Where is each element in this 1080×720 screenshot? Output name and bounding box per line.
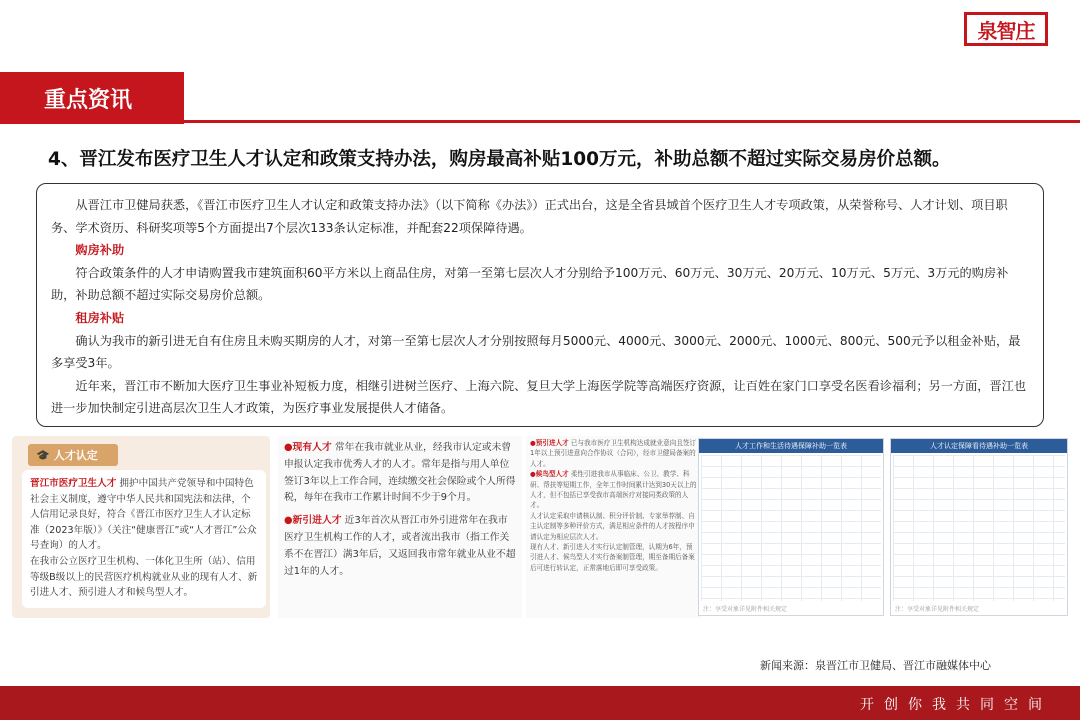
news-source: 新闻来源：泉晋江市卫健局、晋江市融媒体中心 — [760, 659, 991, 672]
subheading-rent-subsidy: 租房补贴 — [75, 310, 125, 325]
headline: 4、晋江发布医疗卫生人才认定和政策支持办法，购房最高补贴100万元，补助总额不超过实际交易房价总额。 — [48, 149, 951, 170]
graduation-cap-icon: 🎓 — [36, 448, 50, 462]
talent-recognition-panel — [12, 436, 270, 618]
pre-introduced-talent-label: ●预引进人才 — [530, 439, 569, 447]
header-rule — [184, 120, 1080, 123]
panel-body: 已与我市医疗卫生机构达成就业意向且签订1年以上预引进意向合作协议（合同），经市卫健局备案的人才。 — [530, 439, 697, 468]
subheading-housing-subsidy: 购房补助 — [75, 243, 125, 258]
table-title: 人才工作和生活待遇保障补助一览表 — [699, 439, 883, 453]
existing-talent-label: ●现有人才 — [284, 442, 332, 453]
brand-logo: 泉智庄 — [964, 12, 1048, 46]
table-caption: 注：享受对象详见附件相关规定 — [895, 606, 980, 613]
panel-body: 在我市公立医疗卫生机构、一体化卫生所（站）、信用等级B级以上的民营医疗机构就业从业的现有人才、新引进人才、预引进人才和候鸟型人才。 — [30, 555, 258, 599]
table-title: 人才认定保障看待遇补助一览表 — [891, 439, 1067, 453]
table-caption: 注：享受对象详见附件相关规定 — [703, 606, 788, 613]
subsidy-table-1 — [698, 438, 884, 616]
footer-slogan: 开创你我共同空间 — [860, 697, 1052, 713]
panel-body: 拥护中国共产党领导和中国特色社会主义制度，遵守中华人民共和国宪法和法律，个人信用记录良好，符合《晋江市医疗卫生人才认定标准（2023年版）》（关注“健康晋江”或“人才晋江”公众号查询）的人才。 — [30, 478, 257, 552]
article-paragraph: 符合政策条件的人才申请购置我市建筑面积60平方米以上商品住房，对第一至第七层次人才分别给予100万元、60万元、30万元、20万元、10万元、5万元、3万元的购房补助，补助总额不超过实际交易房价总额。 — [51, 265, 1009, 303]
talent-types-panel — [278, 436, 522, 618]
talent-types-panel-2 — [526, 436, 702, 618]
table-grid — [893, 455, 1065, 601]
subsidy-table-2 — [890, 438, 1068, 616]
panel-body: 常年在我市就业从业，经我市认定或未曾申报认定我市优秀人才的人才。常年是指与用人单位签订3年以上工作合同，连续缴交社会保险或个人所得税，每年在我市工作累计时间不少于9个月。 — [284, 442, 516, 504]
article-paragraph: 确认为我市的新引进无自有住房且未购买期房的人才，对第一至第七层次人才分别按照每月5000元、4000元、3000元、2000元、1000元、800元、500元予以租金补贴，最多享受3年。 — [51, 333, 1021, 371]
panel-body: 现有人才、新引进人才实行认定制管理，认期为6年，预引进人才、候鸟型人才实行备案制管理，期至备期后备案后可进行转认定，正常落地后即可享受政策。 — [530, 543, 695, 572]
article-box — [36, 183, 1044, 427]
footer-bar — [0, 686, 1080, 720]
talent-recognition-text — [22, 470, 266, 608]
article-paragraph: 从晋江市卫健局获悉，《晋江市医疗卫生人才认定和政策支持办法》（以下简称《办法》）正式出台，这是全省县域首个医疗卫生人才专项政策，从荣誉称号、人才计划、项目职务、学术资历、科研奖项等5个方面提出7个层次133条认定标准，并配套22项保障待遇。 — [51, 198, 1008, 235]
talent-recognition-tag — [28, 444, 118, 466]
infographic-strip — [12, 436, 1068, 618]
new-talent-label: ●新引进人才 — [284, 515, 342, 527]
migratory-talent-label: ●候鸟型人才 — [530, 470, 569, 479]
tag-label: 人才认定 — [53, 449, 98, 462]
table-grid — [701, 455, 881, 601]
section-label: 重点资讯 — [0, 72, 184, 124]
article-paragraph: 近年来，晋江市不断加大医疗卫生事业补短板力度，相继引进树兰医疗、上海六院、复旦大学上海医学院等高端医疗资源，让百姓在家门口享受名医看诊福利；另一方面，晋江也进一步加快制定引进高层次卫生人才政策，为医疗事业发展提供人才储备。 — [51, 378, 1027, 416]
panel-body: 柔性引进我市从事临床、公卫、教学、科研、帮扶等短期工作，全年工作时间累计达到30天以上的人才，但不包括已享受我市高端医疗对接同类政策的人才。 — [530, 470, 697, 510]
panel-lead: 晋江市医疗卫生人才 — [30, 478, 117, 489]
panel-body: 人才认定采取申请核认制、积分评价制、专家举荐制、自主认定制等多种评价方式，满足相应条件的人才按程序申请认定为相应层次人才。 — [530, 511, 695, 541]
panel-body: 近3年首次从晋江市外引进常年在我市医疗卫生机构工作的人才，或者流出我市（指工作关系不在晋江）满3年后，又返回我市常年就业从业不超过1年的人才。 — [284, 515, 516, 577]
